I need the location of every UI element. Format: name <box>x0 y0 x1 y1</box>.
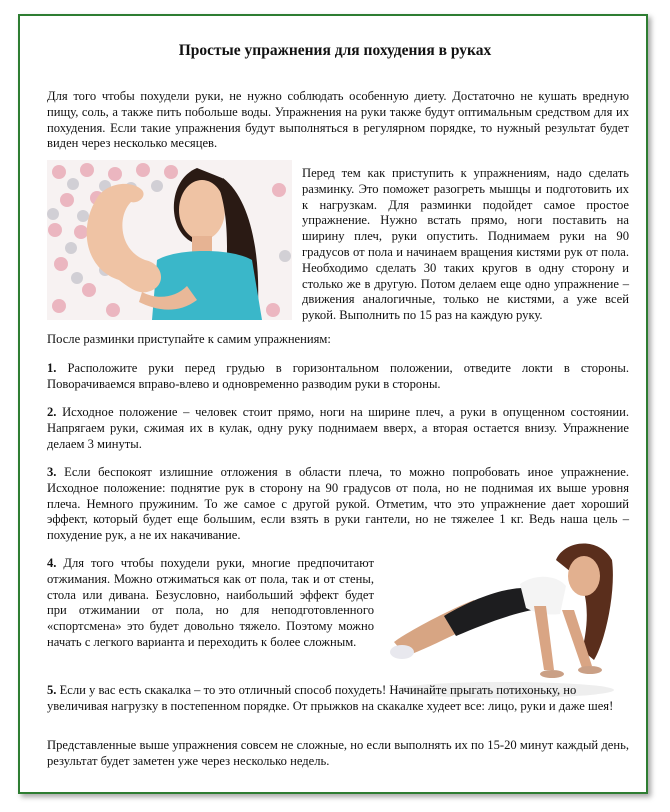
exercise-4-text: Для того чтобы похудели руки, многие предпочитают отжимания. Можно отжиматься как от пола, так и от стены, стола или дивана. Безусловно, наибольший эффект будет при отжимании от пола, но для неподготовленного «спортсмена» это будет довольно тяжело. Поэтому можно начать с легкого варианта и переходить к более сложным. <box>47 556 374 649</box>
exercise-2-text: Исходное положение – человек стоит прямо, ноги на ширине плеч, а руки в опущенном состоянии. Напрягаем руки, сжимая их в кулак, одну руку поднимаем вверх, а вторая остается внизу. Упражнение делаем 3 минуты. <box>47 405 629 451</box>
warmup-paragraph: Перед тем как приступить к упражнениям, надо сделать разминку. Это поможет разогреть мышцы и подготовить их к нагрузкам. Для разминки подойдет самое простое упражнение. Нужно встать прямо, ноги поставить на ширину плеч, руки опустить. Поднимаем руки на 90 градусов от пола и начинаем вращения кистями рук от пола. Необходимо сделать 30 таких кругов в одну сторону и столько же в другую. Потом делаем еще одно упражнение – движения аналогичные, только не кистями, а уже всей рукой. Выполнить по 15 раз на каждую руку. <box>302 166 629 323</box>
intro-paragraph: Для того чтобы похудели руки, не нужно соблюдать особенную диету. Достаточно не кушать вредную пищу, соль, а также пить побольше воды. Упражнения на руки также будут оптимальным средством для их похудения. Если такие упражнения будут выполняться в регулярном порядке, то нужный результат будет виден через несколько месяцев. <box>47 89 629 151</box>
conclusion-paragraph: Представленные выше упражнения совсем не сложные, но если выполнять их по 15-20 минут каждый день, результат будет заметен уже через несколько недель. <box>47 738 629 768</box>
exercise-3-number: 3. <box>47 465 57 479</box>
article-title: Простые упражнения для похудения в руках <box>178 42 492 59</box>
exercise-4-number: 4. <box>47 556 57 570</box>
exercise-5 <box>47 683 629 715</box>
exercise-5-number: 5. <box>47 683 57 697</box>
woman-flexing-arm-image <box>47 160 292 320</box>
exercise-1 <box>47 361 629 393</box>
exercise-3-text: Если беспокоят излишние отложения в области плеча, то можно попробовать иное упражнение. Исходное положение: поднятие рук в сторону на 90 градусов от пола, но не поднимая их выше уровня плеча. Немного пружиним. То же самое с другой рукой. Отметим, что это упражнение дает хороший эффект, который будет еще большим, если взять в руки гантели, но не тяжелее 1 кг. Ведь наша цель – похудение рук, а не их накачивание. <box>47 465 629 543</box>
exercises-intro: После разминки приступайте к самим упражнениям: <box>47 332 331 346</box>
exercise-2 <box>47 405 629 452</box>
exercise-5-text: Если у вас есть скакалка – то это отличный способ похудеть! Начинайте прыгать потихоньку, но увеличивая нагрузку в постепенном порядке. От прыжков на скакалке худеет все: лицо, руки и даже шея! <box>47 683 614 713</box>
pushup-photo <box>384 530 624 706</box>
exercise-2-number: 2. <box>47 405 57 419</box>
arm-flex-photo <box>47 160 292 320</box>
exercise-1-number: 1. <box>47 361 57 375</box>
exercise-4 <box>47 556 374 651</box>
woman-pushup-image <box>384 530 624 706</box>
exercise-1-text: Расположите руки перед грудью в горизонтальном положении, отведите локти в стороны. Поворачиваемся вправо-влево и одновременно разводим руки в стороны. <box>47 361 629 391</box>
